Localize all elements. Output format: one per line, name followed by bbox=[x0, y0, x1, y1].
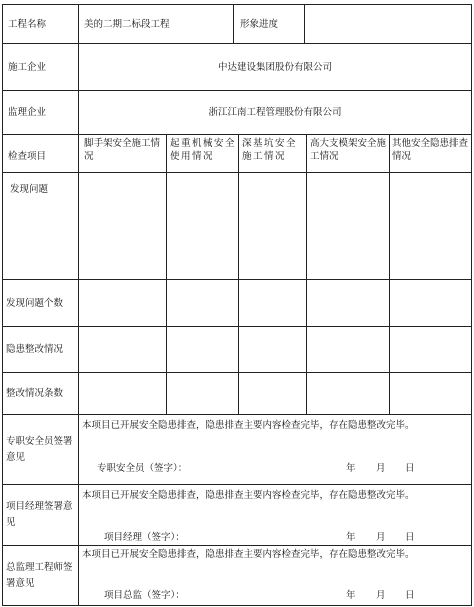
grid-line bbox=[2, 4, 3, 606]
column-header-excavation: 深基坑安全施工情况 bbox=[242, 138, 298, 162]
supervisor-value: 浙江江南工程管理股份有限公司 bbox=[208, 107, 342, 118]
project-manager-signature: 项目经理（签字）： bbox=[104, 532, 185, 543]
grid-line bbox=[2, 605, 472, 606]
project-manager-month: 月 bbox=[376, 532, 386, 543]
contractor-value: 中达建设集团股份有限公司 bbox=[217, 61, 332, 73]
project-manager-day: 日 bbox=[405, 532, 415, 543]
chief-supervisor-month: 月 bbox=[376, 590, 386, 601]
column-header-scaffold: 脚手架安全施工情况 bbox=[84, 138, 161, 162]
contractor-label: 施工企业 bbox=[8, 61, 47, 73]
supervisor-label: 监理企业 bbox=[8, 107, 47, 118]
safety-officer-statement: 本项目已开展安全隐患排查，隐患排查主要内容检查完毕，存在隐患整改完毕。 bbox=[82, 420, 415, 431]
project-manager-year: 年 bbox=[346, 532, 356, 543]
chief-supervisor-label: 总监理工程师签署意见 bbox=[6, 561, 73, 589]
grid-line bbox=[306, 134, 307, 414]
grid-line bbox=[304, 4, 305, 44]
grid-line bbox=[238, 134, 239, 414]
rectification-label: 隐患整改情况 bbox=[6, 344, 64, 355]
project-name-value: 美的二期二标段工程 bbox=[84, 18, 170, 30]
grid-line bbox=[471, 4, 472, 606]
chief-supervisor-year: 年 bbox=[346, 590, 356, 601]
chief-supervisor-statement: 本项目已开展安全隐患排查，隐患排查主要内容检查完毕，存在隐患整改完毕。 bbox=[82, 549, 415, 560]
grid-line bbox=[233, 4, 234, 44]
issue-count-label: 发现问题个数 bbox=[6, 297, 64, 309]
safety-officer-label: 专职安全员签署意见 bbox=[6, 435, 73, 463]
chief-supervisor-signature: 项目总监（签字）： bbox=[104, 590, 185, 601]
safety-officer-signature: 专职安全员（签字）： bbox=[97, 463, 188, 474]
grid-line bbox=[389, 134, 390, 414]
safety-officer-month: 月 bbox=[376, 463, 386, 474]
chief-supervisor-day: 日 bbox=[405, 590, 415, 601]
safety-officer-year: 年 bbox=[346, 463, 356, 474]
grid-line bbox=[2, 172, 472, 173]
project-manager-statement: 本项目已开展安全隐患排查，隐患排查主要内容检查完毕，存在隐患整改完毕。 bbox=[82, 490, 415, 501]
grid-line bbox=[166, 134, 167, 414]
check-item-label: 检查项目 bbox=[8, 151, 47, 162]
rectification-count-label: 整改情况条数 bbox=[6, 388, 64, 399]
found-issues-label: 发现问题 bbox=[10, 184, 49, 195]
progress-label: 形象进度 bbox=[240, 18, 279, 30]
grid-line bbox=[2, 134, 472, 135]
column-header-formwork: 高大支模架安全施工情况 bbox=[310, 138, 387, 162]
safety-officer-day: 日 bbox=[405, 463, 415, 474]
project-manager-label: 项目经理签署意见 bbox=[6, 501, 73, 528]
project-name-label: 工程名称 bbox=[8, 18, 47, 30]
column-header-other: 其他安全隐患排查情况 bbox=[392, 138, 469, 162]
column-header-crane: 起重机械安全使用情况 bbox=[170, 138, 237, 162]
